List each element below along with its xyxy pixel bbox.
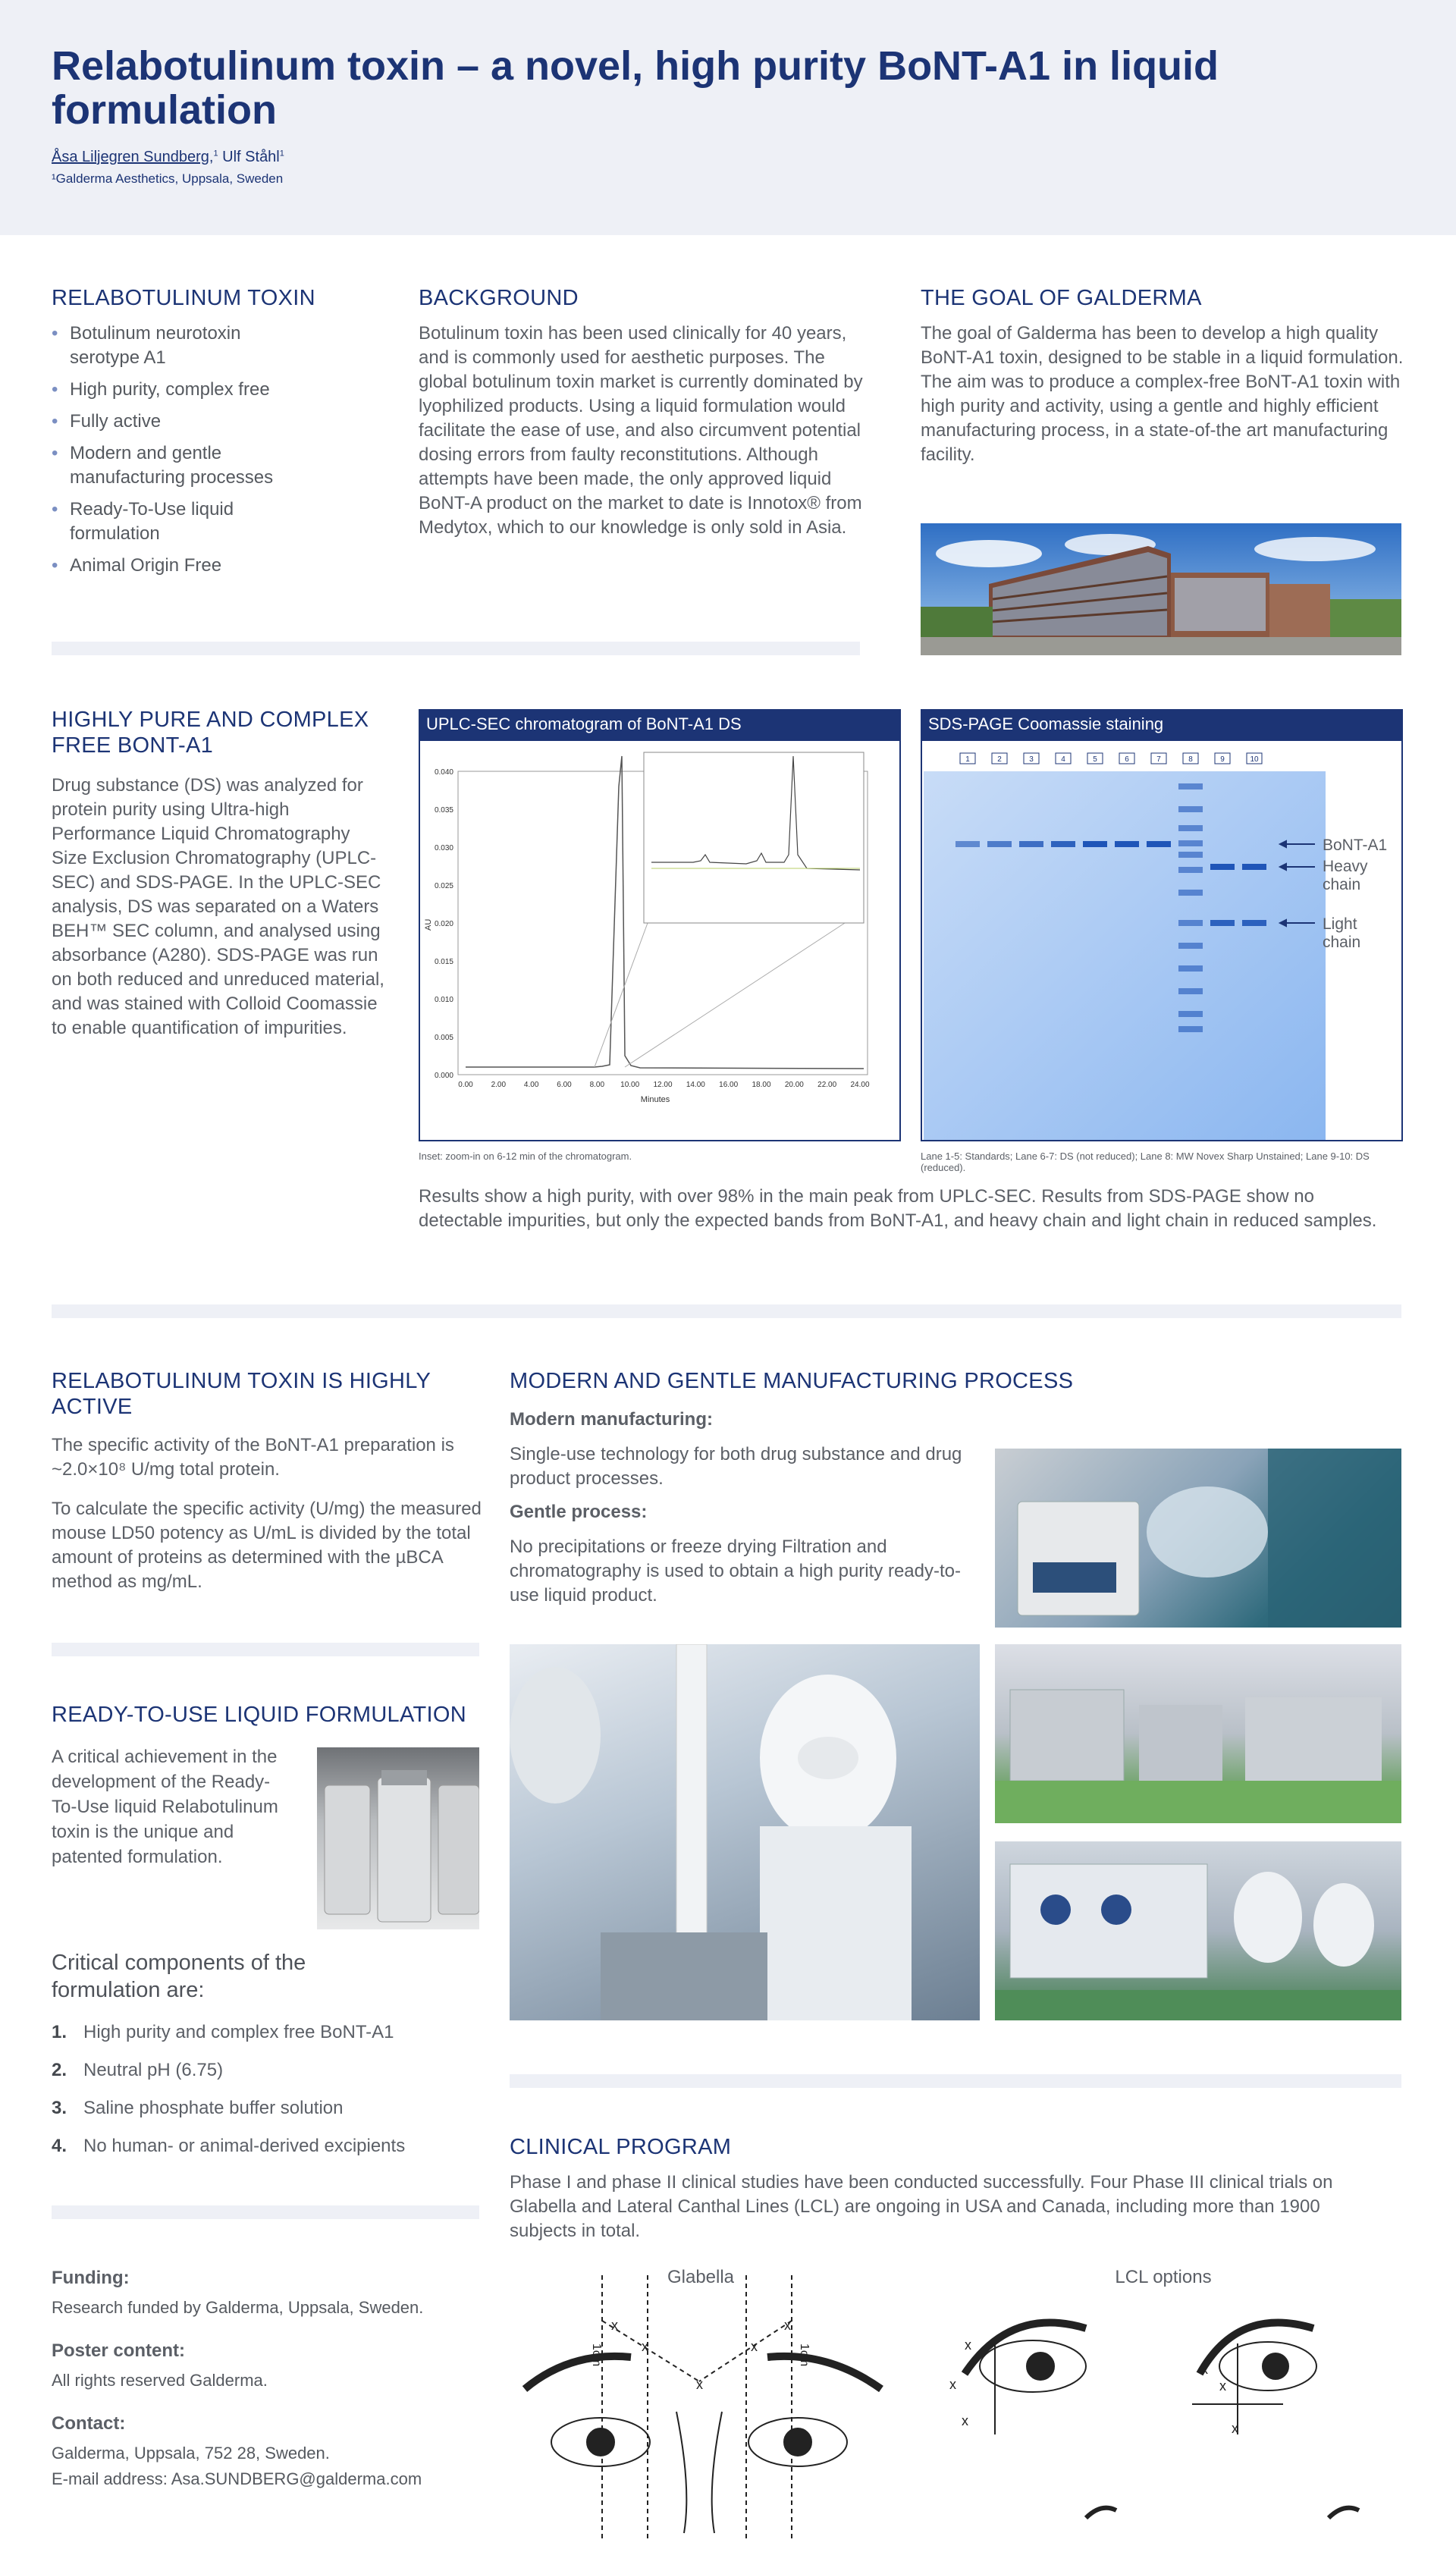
sds-panel-title: SDS-PAGE Coomassie staining [921,709,1403,739]
bullet-item: • Ready-To-Use liquid formulation [52,498,309,546]
uplc-xtick-label: 10.00 [620,1081,640,1089]
divider [52,642,860,655]
author-2: Ulf Ståhl [218,149,280,165]
footer [52,2268,507,2489]
sds-band [1178,1026,1203,1032]
sds-lane-label: 1 [965,755,970,764]
email-text: E-mail address: Asa.SUNDBERG@galderma.com [52,2469,422,2488]
cm-label-right: 1cm [798,2343,811,2367]
uplc-xtick-label: 20.00 [784,1081,804,1089]
sds-band [1115,841,1139,847]
author-1: Åsa Liljegren Sundberg, [52,149,214,165]
section-manufacturing [510,1368,1404,1394]
uplc-caption: Inset: zoom-in on 6-12 min of the chromatogram. [419,1151,632,1162]
uplc-panel [419,739,901,1141]
uplc-ytick-label: 0.015 [434,958,453,966]
sds-band [987,841,1012,847]
relabotulinum-bullets [52,322,309,578]
authors [52,149,284,166]
uplc-xtick-label: 24.00 [850,1081,870,1089]
uplc-ytick-label: 0.040 [434,768,453,777]
critical-list [52,2020,484,2158]
production-hall-photo [995,1644,1401,1823]
uplc-ylabel: AU [424,918,433,931]
svg-text:x: x [962,2413,968,2428]
list-num: 1. [52,2022,67,2042]
uplc-ytick-label: 0.035 [434,806,453,815]
clinical-heading: CLINICAL PROGRAM [510,2135,732,2159]
poster-text: All rights reserved Galderma. [52,2371,268,2390]
glabella-label: Glabella [667,2267,735,2287]
sds-lane-numbers [960,753,1262,764]
poster-heading: Poster content: [52,2340,186,2361]
uplc-ytick-label: 0.020 [434,920,453,928]
purity-text: Drug substance (DS) was analyzed for protein purity using Ultra-high Performance Liquid Chromatography Size Exclusion Chromatography (UPLC-SEC) and SDS-PAGE. In the UPLC-SEC analysis, DS was separated on a Waters BEH™ SEC column, and analysed using absorbance (A280). SDS-PAGE was run on both reduced and unreduced material, and was stained with Colloid Coomassie to enable quantification of impurities. [52,775,384,1038]
cleanroom-operator-illustration [510,1644,980,2020]
uplc-xtick-label: 2.00 [491,1081,507,1089]
manufacturing-text [510,1409,965,1608]
contact-heading: Contact: [52,2413,126,2434]
manufacturing-sub-2: Gentle process: [510,1502,648,1522]
svg-text:x: x [642,2339,648,2354]
uplc-inset [644,752,864,923]
sds-lane-label: 7 [1156,755,1161,764]
list-num: 3. [52,2098,67,2118]
goal-text: The goal of Galderma has been to develop a high quality BoNT-A1 toxin, designed to be stable in a liquid formulation. The aim was to produce a complex-free BoNT-A1 toxin with high purity and activity, using a gentle and highly efficient manufacturing process, in a state-of-the art manufacturing facility. [921,323,1404,465]
sds-lane-label: 2 [997,755,1002,764]
goal-heading: THE GOAL OF GALDERMA [921,286,1202,310]
manufacturing-text-1: Single-use technology for both drug substance and drug product processes. [510,1444,962,1489]
list-text: Neutral pH (6.75) [83,2060,224,2080]
sds-band [1178,965,1203,972]
uplc-xtick-label: 14.00 [686,1081,705,1089]
clinical-text: Phase I and phase II clinical studies have been conducted successfully. Four Phase III clinical trials on Glabella and Lateral Canthal Lines (LCL) are ongoing in USA and Canada, including more than 1900 subjects in total. [510,2172,1333,2241]
svg-text:x: x [1201,2362,1208,2377]
author-2-sup: 1 [279,149,284,159]
list-item [52,2096,484,2121]
isolator-photo [995,1841,1401,2020]
uplc-chromatogram [420,741,899,1140]
poster-title: Relabotulinum toxin – a novel, high purity BoNT-A1 in liquid formulation [52,43,1219,133]
uplc-xtick-label: 6.00 [557,1081,572,1089]
section-clinical [510,2134,1404,2243]
svg-text:x: x [949,2377,956,2392]
uplc-xtick-label: 0.00 [458,1081,473,1089]
production-hall-illustration [995,1644,1401,1823]
label-light-chain: Light chain [1323,915,1361,951]
critical-components [52,1949,484,2172]
uplc-ytick-label: 0.025 [434,882,453,890]
list-text: Saline phosphate buffer solution [83,2098,344,2118]
divider [52,2205,479,2219]
svg-text:x: x [784,2318,791,2333]
bullet-item: • High purity, complex free [52,378,309,402]
sds-band [1178,1011,1203,1017]
sds-band [1210,920,1235,926]
author-1-sup: 1 [213,149,218,159]
sds-panel [921,739,1403,1141]
uplc-xtick-label: 12.00 [653,1081,673,1089]
sds-band [1242,920,1266,926]
sds-lane-label: 10 [1250,755,1259,764]
critical-heading [52,1949,484,2004]
sds-band [1178,852,1203,858]
sds-lane-label: 6 [1125,755,1129,764]
list-item [52,2020,484,2045]
relabotulinum-heading: RELABOTULINUM TOXIN [52,286,315,310]
sds-band [1178,943,1203,949]
sds-band [1178,867,1203,873]
sds-lane-label: 5 [1093,755,1097,764]
bullet-item: • Fully active [52,410,309,434]
sds-band [1178,920,1203,926]
building-illustration [921,523,1401,655]
divider [52,1304,1401,1318]
sds-band [1178,840,1203,846]
divider [52,1643,479,1656]
contact-text: Galderma, Uppsala, 752 28, Sweden. [52,2444,330,2463]
sds-gel [922,741,1401,1140]
activity-text-2: To calculate the specific activity (U/mg) the measured mouse LD50 potency as U/mL is divided by the total amount of proteins as determined with the µBCA method as mg/mL. [52,1499,482,1592]
uplc-xlabel: Minutes [640,1095,670,1104]
sds-caption: Lane 1-5: Standards; Lane 6-7: DS (not reduced); Lane 8: MW Novex Sharp Unstained; Lane 9-10: DS (reduced). [921,1151,1370,1173]
uplc-panel-title: UPLC-SEC chromatogram of BoNT-A1 DS [419,709,901,739]
poster-header [0,0,1456,235]
uplc-y-ticks [435,768,453,1080]
purity-results: Results show a high purity, with over 98% in the main peak from UPLC-SEC. Results from SDS-PAGE show no detectable impurities, but only the expected bands from BoNT-A1, and heavy chain and light chain in reduced samples. [419,1186,1377,1231]
section-ready [52,1702,491,1728]
uplc-xtick-label: 18.00 [752,1081,771,1089]
svg-text:x: x [965,2337,971,2353]
section-goal [921,285,1406,467]
sds-lane-label: 3 [1029,755,1034,764]
uplc-ytick-label: 0.000 [434,1072,453,1080]
svg-text:x: x [751,2339,758,2354]
affiliation: ¹Galderma Aesthetics, Uppsala, Sweden [52,171,284,186]
vials-illustration [317,1747,479,1929]
manufacturing-heading: MODERN AND GENTLE MANUFACTURING PROCESS [510,1369,1074,1393]
activity-heading: RELABOTULINUM TOXIN IS HIGHLY ACTIVE [52,1369,431,1419]
sds-lane-label: 4 [1061,755,1065,764]
sds-band [1178,806,1203,812]
uplc-ytick-label: 0.030 [434,844,453,852]
uplc-xtick-label: 16.00 [719,1081,739,1089]
ready-text: A critical achievement in the development of the Ready-To-Use liquid Relabotulinum toxin is the unique and patented formulation. [52,1747,278,1867]
funding-text: Research funded by Galderma, Uppsala, Sweden. [52,2298,424,2317]
vials-photo [317,1747,479,1929]
svg-text:x: x [696,2377,703,2392]
uplc-xtick-label: 22.00 [817,1081,837,1089]
uplc-xtick-label: 4.00 [523,1081,539,1089]
section-purity [52,707,393,1041]
section-relabotulinum [52,285,355,585]
sds-band [956,841,980,847]
lcl-label: LCL options [1115,2267,1212,2287]
sds-lane-label: 9 [1220,755,1225,764]
section-activity [52,1368,491,1594]
bullet-item: • Modern and gentle manufacturing processes [52,441,309,490]
critical-heading-text: Critical components of the formulation are: [52,1951,306,2002]
list-item [52,2058,484,2083]
manufacturing-text-2: No precipitations or freeze drying Filtration and chromatography is used to obtain a high purity ready-to-use liquid product. [510,1537,961,1606]
manufacturing-sub-1: Modern manufacturing: [510,1409,713,1430]
list-text: No human- or animal-derived excipients [83,2136,406,2156]
bullet-item: • Animal Origin Free [52,554,309,578]
uplc-xtick-label: 8.00 [589,1081,605,1089]
injection-illustration [510,2260,1404,2541]
background-text: Botulinum toxin has been used clinically for 40 years, and is commonly used for aesthetic purposes. The global botulinum toxin market is currently dominated by lyophilized products. Using a liquid formulation would facilitate the ease of use, and also circumvent potential dosing errors from faulty reconstitutions. Although attempts have been made, the only approved liquid BoNT-A product on the market to date is Innotox® from Medytox, which to our knowledge is only sold in Asia. [419,323,863,538]
list-text: High purity and complex free BoNT-A1 [83,2022,394,2042]
funding-heading: Funding: [52,2268,130,2288]
svg-text:x: x [1232,2421,1238,2436]
sds-band [1083,841,1107,847]
galderma-building-photo [921,523,1401,655]
sds-band [1178,988,1203,994]
section-background [419,285,866,540]
sds-band [1210,864,1235,870]
purity-heading: HIGHLY PURE AND COMPLEX FREE BONT-A1 [52,708,369,758]
label-heavy-chain: Heavy chain [1323,858,1368,893]
label-bont-a1: BoNT-A1 [1323,837,1388,854]
activity-text-1: The specific activity of the BoNT-A1 preparation is ~2.0×10⁸ U/mg total protein. [52,1435,454,1480]
svg-text:x: x [1219,2378,1226,2394]
ready-heading: READY-TO-USE LIQUID FORMULATION [52,1703,466,1727]
lab-balance-photo [995,1449,1401,1628]
isolator-illustration [995,1841,1401,2020]
lab-balance-illustration [995,1449,1401,1628]
sds-lane-label: 8 [1188,755,1193,764]
sds-band [1178,890,1203,896]
list-num: 4. [52,2136,67,2156]
sds-band [1242,864,1266,870]
cleanroom-operator-photo [510,1644,980,2020]
sds-band [1019,841,1043,847]
svg-text:x: x [611,2318,618,2333]
sds-band [1178,783,1203,789]
divider [510,2074,1401,2088]
sds-band [1147,841,1171,847]
sds-band [1051,841,1075,847]
bullet-item: • Botulinum neurotoxin serotype A1 [52,322,309,370]
uplc-x-ticks [458,1081,870,1089]
background-heading: BACKGROUND [419,286,579,310]
list-item [52,2134,484,2158]
sds-band [1178,825,1203,831]
uplc-ytick-label: 0.005 [434,1034,453,1042]
list-num: 2. [52,2060,67,2080]
uplc-ytick-label: 0.010 [434,996,453,1004]
injection-diagrams [510,2260,1404,2541]
cm-label-left: 1cm [590,2343,603,2367]
